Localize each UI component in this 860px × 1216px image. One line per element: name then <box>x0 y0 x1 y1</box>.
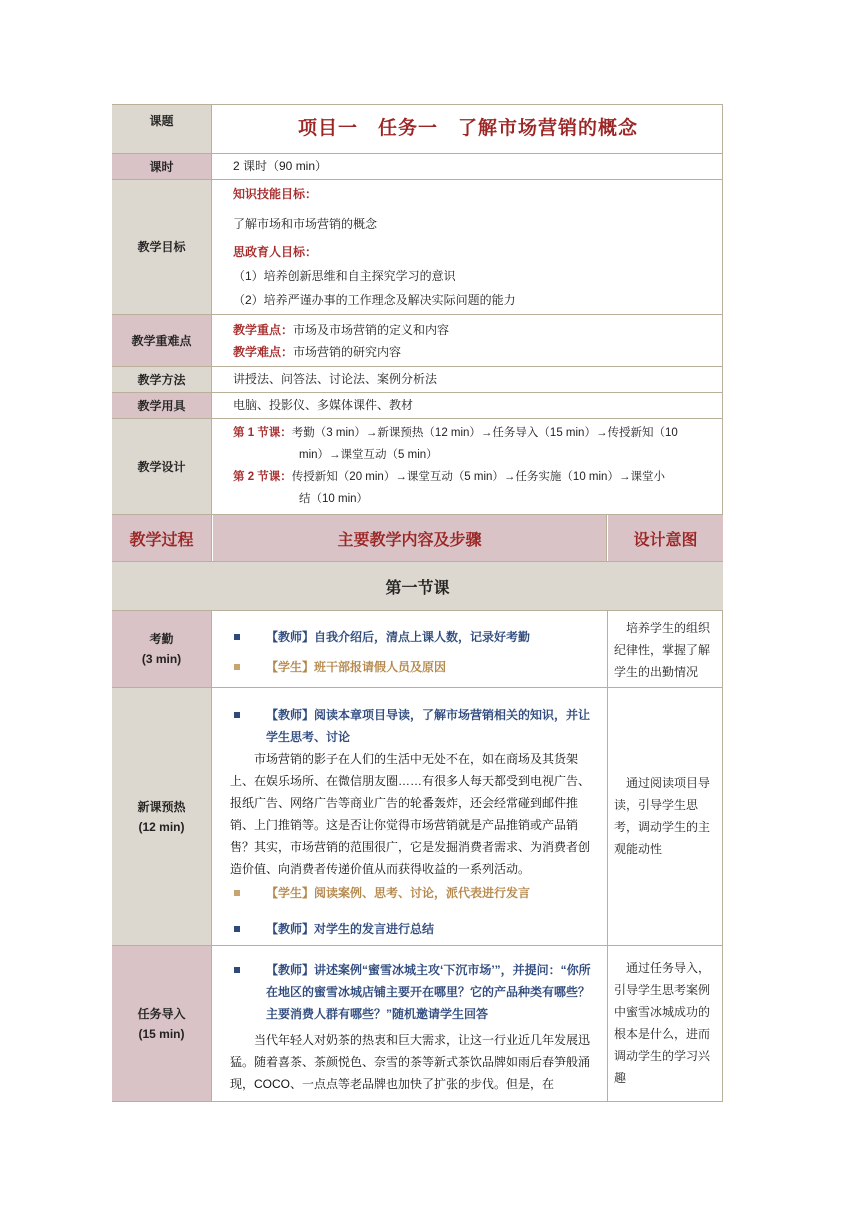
step-attendance-time: (3 min) <box>141 652 182 666</box>
bullet-square-icon <box>234 712 240 718</box>
intro-teacher-item: 【教师】讲述案例“蜜雪冰城主攻‘下沉市场’”，并提问：“你所在地区的蜜雪冰城店铺主要开在哪里？它的产品种类有哪些？主要消费人群有哪些？”随机邀请学生回答 <box>230 959 600 1025</box>
difficulty-value: 市场营销的研究内容 <box>293 345 402 359</box>
key-point-value: 市场及市场营销的定义和内容 <box>293 323 450 337</box>
header-intent: 设计意图 <box>608 515 723 561</box>
goals-heading-ethics: 思政育人目标： <box>233 245 318 259</box>
goals-ethics-item-2: （2）培养严谨办事的工作理念及解决实际问题的能力 <box>233 293 516 307</box>
goals-skills-item: 了解市场和市场营销的概念 <box>233 217 378 231</box>
step-warmup-time: (12 min) <box>138 819 185 834</box>
header-content: 主要教学内容及步骤 <box>213 515 607 561</box>
step-intro-intent: 通过任务导入，引导学生思考案例中蜜雪冰城成功的根本是什么，进而调动学生的学习兴趣 <box>614 961 711 1085</box>
session-1-line-1: 考勤（3 min）→新课预热（12 min）→任务导入（15 min）→传授新知（10 <box>291 427 678 439</box>
session-2-label: 第 2 节课： <box>233 471 292 483</box>
step-attendance-name: 考勤 <box>149 632 174 646</box>
goals-content <box>213 184 723 310</box>
bullet-square-icon <box>234 664 240 670</box>
goals-label: 教学目标 <box>112 180 212 314</box>
bullet-square-icon <box>234 634 240 640</box>
session-1-line-2: min）→课堂互动（5 min） <box>299 449 438 461</box>
intro-paragraph: 当代年轻人对奶茶的热衷和巨大需求，让这一行业近几年发展迅猛。随着喜茶、茶颜悦色、奈雪的茶等新式茶饮品牌如雨后春笋般涌现，COCO、一点点等老品牌也加快了扩张的步伐。但是，在 <box>230 1033 591 1091</box>
step-attendance-intent: 培养学生的组织纪律性，掌握了解学生的出勤情况 <box>614 621 711 679</box>
warmup-student-item: 【学生】阅读案例、思考、讨论，派代表进行发言 <box>230 882 600 904</box>
keys-content <box>213 319 723 363</box>
warmup-teacher-item: 【教师】阅读本章项目导读，了解市场营销相关的知识，并让学生思考、讨论 <box>230 704 600 748</box>
step-attendance-content <box>230 626 598 678</box>
bullet-square-icon <box>234 967 240 973</box>
attendance-teacher-item: 【教师】自我介绍后，清点上课人数，记录好考勤 <box>230 626 598 648</box>
step-intro-name: 任务导入 <box>137 1006 186 1021</box>
key-point-label: 教学重点： <box>233 323 294 337</box>
lesson-plan-table <box>112 104 723 1102</box>
session-1-label: 第 1 节课： <box>233 427 292 439</box>
goals-ethics-item-1: （1）培养创新思维和自主探究学习的意识 <box>233 269 456 283</box>
step-warmup-content <box>230 704 600 940</box>
methods-label: 教学方法 <box>112 367 212 392</box>
goals-heading-skills: 知识技能目标： <box>233 187 318 201</box>
section-title: 第一节课 <box>112 562 723 610</box>
page-title <box>213 105 723 153</box>
warmup-summary-item: 【教师】对学生的发言进行总结 <box>230 918 600 940</box>
header-process: 教学过程 <box>112 515 212 561</box>
tools-value: 电脑、投影仪、多媒体课件、教材 <box>233 398 414 412</box>
session-2-line-1: 传授新知（20 min）→课堂互动（5 min）→任务实施（10 min）→课堂小 <box>291 471 665 483</box>
design-content <box>213 422 723 510</box>
design-label: 教学设计 <box>112 419 212 514</box>
step-intro-content <box>230 959 600 1095</box>
step-warmup-label <box>112 688 212 945</box>
step-intro-label <box>112 946 212 1101</box>
attendance-student-item: 【学生】班干部报请假人员及原因 <box>230 656 598 678</box>
bullet-square-icon <box>234 926 240 932</box>
keys-label: 教学重难点 <box>112 315 212 366</box>
page-title-text: 项目一 任务一 了解市场营销的概念 <box>297 118 638 139</box>
bullet-square-icon <box>234 890 240 896</box>
warmup-paragraph: 市场营销的影子在人们的生活中无处不在，如在商场及其货架上、在娱乐场所、在微信朋友圈……有很多人每天都受到电视广告、报纸广告、网络广告等商业广告的轮番轰炸，还会经常碰到邮件推销、上门推销等。这是否让你觉得市场营销就是产品推销或产品销售？其实，市场营销的范围很广，它是发掘消费者需求、为消费者创造价值、向消费者传递价值从而获得收益的一系列活动。 <box>230 752 591 876</box>
hours-label: 课时 <box>112 154 212 179</box>
difficulty-label: 教学难点： <box>233 345 294 359</box>
step-intro-time: (15 min) <box>138 1026 185 1041</box>
step-warmup-intent: 通过阅读项目导读，引导学生思考，调动学生的主观能动性 <box>614 776 711 856</box>
topic-label: 课题 <box>112 105 212 153</box>
step-attendance-label <box>112 611 212 687</box>
methods-value: 讲授法、问答法、讨论法、案例分析法 <box>233 372 438 386</box>
session-2-line-2: 结（10 min） <box>299 493 369 505</box>
step-warmup-name: 新课预热 <box>137 799 186 814</box>
hours-value: 2 课时（90 min） <box>233 159 328 173</box>
tools-label: 教学用具 <box>112 393 212 418</box>
